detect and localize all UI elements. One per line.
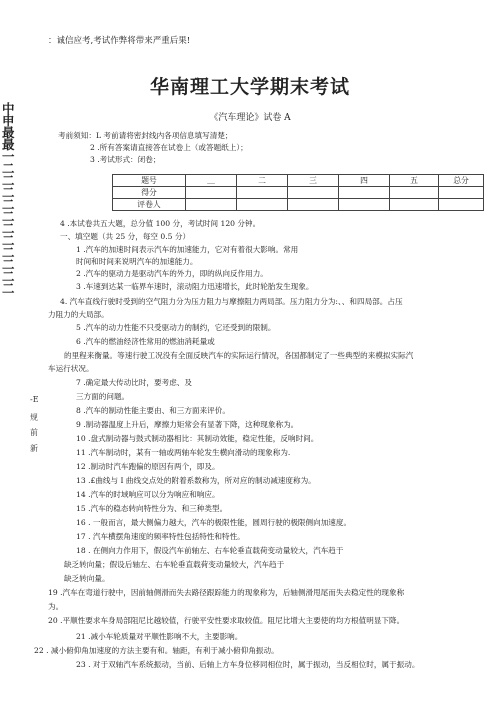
- question-line: 8 .汽车的制动性能主要由、和三方面来评价。: [76, 406, 230, 415]
- exam-subtitle: 《汽车理论》试卷 A: [209, 113, 291, 123]
- question-line: 16 . 一般而言，最大侧偏力越大，汽车的极限性能，圆周行驶的极限侧向加速度。: [76, 518, 352, 527]
- exam-title: 华南理工大学期末考试: [149, 76, 350, 98]
- score-header-cell: 五: [390, 175, 439, 187]
- score-cell[interactable]: [439, 199, 484, 211]
- question-line: 19 .汽车在弯道行驶中，因前轴侧滑而失去路径跟踪能力的现象称为，后轴侧滑甩尾而失去稳定性的现象称: [48, 588, 405, 597]
- score-cell[interactable]: [186, 187, 237, 199]
- question-line: 13 .£曲线与 I 曲线交点处的附着系数称为，所对应的制动减速度称为。: [76, 476, 316, 485]
- question-line: 车运行状况。: [48, 364, 94, 373]
- binding-margin-mid-char: 规: [30, 412, 38, 422]
- question-line: 缺乏转向量。: [64, 574, 110, 583]
- binding-margin-text: 中 申 最 最 一 二 二 二 二 二 二 二 二 二 二 二: [2, 101, 15, 296]
- question-line: 3 .车速到达某一临界车速时，滚动阻力迅速增长，此时轮胎发生现象。: [76, 282, 314, 291]
- binding-margin-mid-char: 前: [30, 428, 38, 437]
- question-line: 9 .制动器温度上升后，摩擦力矩常会有显著下降，这种现象称为。: [76, 420, 299, 429]
- question-line: 5 .汽车的动力性能不只受驱动力的制约，它还受到的限制。: [76, 323, 276, 332]
- question-line: 12 .制动时汽车跑偏的原因有两个，即及。: [76, 462, 220, 471]
- binding-margin-mid: [30, 393, 44, 457]
- integrity-notice: ：诚信应考,考试作弊将带来严重后果!: [48, 36, 191, 46]
- question-line: 18 . 在侧向力作用下，假设汽车前轴左、右车轮垂直载荷变动量较大，汽车趋于: [76, 546, 344, 555]
- question-line: 14 .汽车的时域响应可以分为响应和响应。: [76, 490, 220, 499]
- question-line: 20 .平顺性要求车身局部阻尼比越较值，行驶平安性要求取较值。阻尼比增大主要使的均方根值明显下降。: [48, 616, 405, 625]
- question-line: 10 .盘式制动器与鼓式制动器相比：其制动效能，稳定性能，反响时间。: [76, 434, 319, 443]
- score-header-cell: 二: [237, 175, 288, 187]
- instruction-line: 2 .所有答案请直接答在试卷上（或答题纸上）；: [90, 143, 248, 152]
- question-line: 11 .汽车制动时，某有一轴或两轴车轮发生横向滑动的现象称为.: [76, 448, 291, 457]
- question-line: 的里程来衡量。等速行驶工况没有全面反映汽车的实际运行情况，各国都制定了一些典型的来模拟实际汽: [64, 351, 414, 360]
- score-cell[interactable]: [390, 187, 439, 199]
- question-line: 21 .减小车轮质量对平顺性影响不大，主要影响。: [76, 632, 243, 641]
- question-line: 为。: [48, 602, 64, 611]
- score-header-cell: 四: [339, 175, 390, 187]
- instruction-line: 3 .考试形式：闭卷；: [90, 155, 161, 164]
- score-row-label: 评卷人: [113, 199, 186, 211]
- binding-margin-mid-char: 新: [30, 443, 38, 453]
- score-cell[interactable]: [288, 199, 339, 211]
- score-cell[interactable]: [237, 199, 288, 211]
- score-cell[interactable]: [339, 187, 390, 199]
- question-line: 7 .确定最大传动比时，要考虑、及: [76, 378, 192, 387]
- score-cell[interactable]: [390, 199, 439, 211]
- score-row-label: 得分: [113, 187, 186, 199]
- question-line: 一、填空题（共 25 分，每空 0.5 分）: [60, 232, 191, 241]
- score-table: [112, 174, 484, 211]
- score-header-cell: ＿: [186, 175, 237, 187]
- binding-margin-mid-char: -E: [30, 395, 39, 404]
- question-line: 时间和时间来说明汽车的加速能力。: [76, 257, 198, 266]
- question-line: 15 .汽车的稳态转向特性分为、和三种类型。: [76, 504, 228, 513]
- instruction-line: 考前须知：L 考前请将密封线内各项信息填写清楚；: [58, 131, 233, 140]
- question-line: 力阻力的大局部。: [48, 310, 109, 319]
- question-line: 22 . 减小俯仰角加速度的方法主要有和。轴距，有利于减小俯仰角振动。: [34, 646, 279, 655]
- question-line: 2 .汽车的驱动力是驱动汽车的外力，即的纵向反作用力。: [76, 269, 268, 278]
- question-line: 缺乏转向量；假设后轴左、右车轮垂直载荷变动量较大，汽车趋于: [64, 560, 285, 569]
- question-line: 6 .汽车的燃油经济性常用的燃油消耗量或: [76, 337, 215, 346]
- score-cell[interactable]: [288, 187, 339, 199]
- score-header-cell: 题号: [113, 175, 186, 187]
- question-line: 23 . 对于双轴汽车系统振动，当前、后轴上方车身位移同相位时，属于振动，当反相位时，属于振动。: [76, 660, 420, 669]
- score-header-cell: 总分: [439, 175, 484, 187]
- score-cell[interactable]: [439, 187, 484, 199]
- score-header-cell: 三: [288, 175, 339, 187]
- question-line: 4 .本试卷共五大题，总分值 100 分，考试时间 120 分钟。: [60, 219, 261, 228]
- question-line: 17 . 汽车横摆角速度的频率特性包括特性和特性。: [76, 532, 245, 541]
- question-line: 三方面的问题。: [76, 392, 130, 401]
- score-cell[interactable]: [237, 187, 288, 199]
- question-line: 4. 汽车直线行驶时受到的空气阻力分为压力阻力与摩擦阻力两局部。压力阻力分为:、、和四局部。占压: [60, 297, 403, 306]
- score-cell[interactable]: [339, 199, 390, 211]
- score-cell[interactable]: [186, 199, 237, 211]
- question-line: 1 .汽车的加速时间表示汽车的加速能力，它对有着很大影响。常用: [76, 245, 299, 254]
